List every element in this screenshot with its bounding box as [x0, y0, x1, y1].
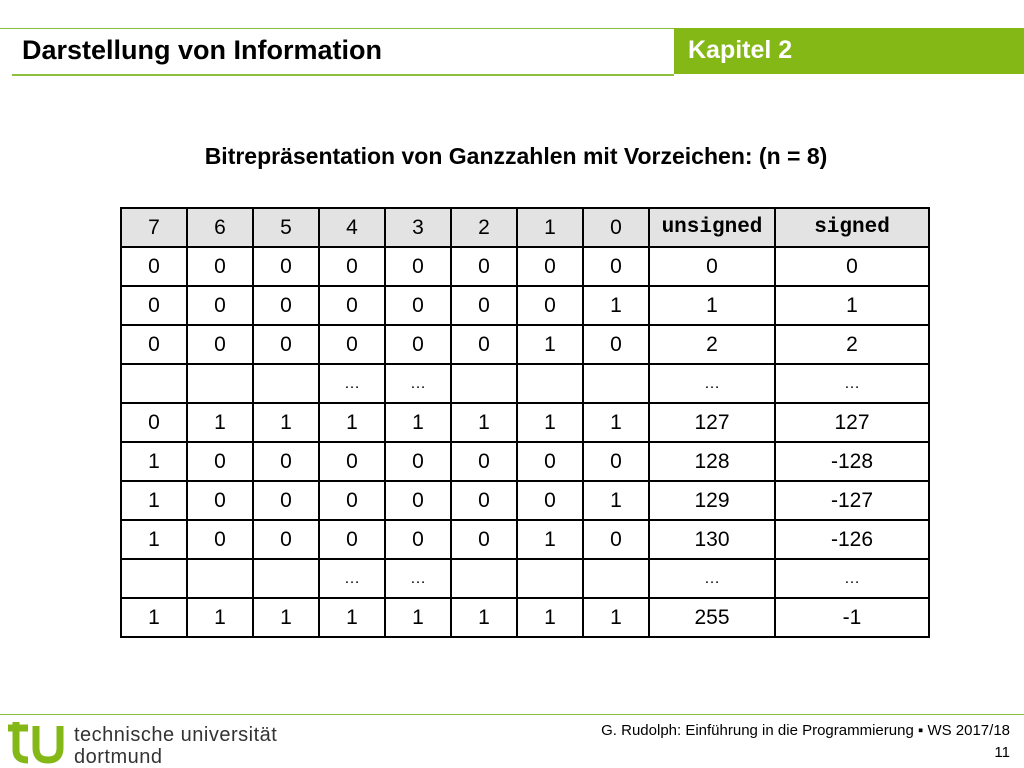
table-cell: 1 — [187, 598, 253, 637]
university-name-line2: dortmund — [74, 746, 163, 768]
table-cell: 1 — [583, 403, 649, 442]
table-cell: 1 — [583, 286, 649, 325]
table-cell: 0 — [187, 481, 253, 520]
table-cell: 128 — [649, 442, 775, 481]
table-cell: 0 — [385, 325, 451, 364]
table-cell: 0 — [187, 286, 253, 325]
table-cell: 0 — [451, 247, 517, 286]
table-cell: … — [319, 559, 385, 598]
table-cell: 0 — [319, 442, 385, 481]
table-cell: … — [649, 364, 775, 403]
table-cell: 0 — [319, 286, 385, 325]
table-cell: 1 — [253, 598, 319, 637]
table-cell: 0 — [253, 286, 319, 325]
table-cell: 0 — [517, 481, 583, 520]
table-header-cell: 0 — [583, 208, 649, 247]
table-cell: 0 — [319, 520, 385, 559]
table-cell: 0 — [583, 247, 649, 286]
table-cell: 0 — [451, 286, 517, 325]
table-cell: 0 — [517, 442, 583, 481]
table-cell: 0 — [385, 247, 451, 286]
table-cell: 0 — [253, 520, 319, 559]
table-cell: 1 — [121, 481, 187, 520]
table-cell: 1 — [517, 325, 583, 364]
slide-title: Darstellung von Information — [22, 35, 383, 65]
table-cell: 0 — [451, 442, 517, 481]
table-cell: 129 — [649, 481, 775, 520]
table-cell — [451, 364, 517, 403]
header-underline — [12, 74, 674, 76]
table-cell: 0 — [187, 325, 253, 364]
table-cell — [253, 364, 319, 403]
footer-line — [0, 714, 1024, 715]
table-header-row — [121, 208, 929, 247]
table-cell: 0 — [319, 325, 385, 364]
table-header-cell: 1 — [517, 208, 583, 247]
table-cell: 1 — [451, 403, 517, 442]
table-cell: 0 — [253, 442, 319, 481]
table-cell: 0 — [451, 520, 517, 559]
table-cell — [187, 559, 253, 598]
table-header-cell: signed — [775, 208, 929, 247]
table-cell: 0 — [253, 325, 319, 364]
table-cell: 0 — [187, 247, 253, 286]
chapter-label: Kapitel 2 — [688, 36, 793, 64]
table-cell: 0 — [385, 481, 451, 520]
table-header-cell: 3 — [385, 208, 451, 247]
table-header-cell: 4 — [319, 208, 385, 247]
table-cell: 0 — [385, 520, 451, 559]
table-row — [121, 520, 929, 559]
table-cell — [187, 364, 253, 403]
table-cell: -1 — [775, 598, 929, 637]
table-cell: 0 — [253, 481, 319, 520]
table-cell: 1 — [385, 598, 451, 637]
table-cell: 1 — [253, 403, 319, 442]
table-cell: 0 — [385, 286, 451, 325]
table-cell: 255 — [649, 598, 775, 637]
table-cell: 2 — [775, 325, 929, 364]
table-cell: 0 — [583, 442, 649, 481]
table-cell: 1 — [517, 598, 583, 637]
university-name-line1: technische universität — [74, 724, 278, 746]
table-cell: 1 — [649, 286, 775, 325]
table-cell: 1 — [319, 403, 385, 442]
table-header-cell: unsigned — [649, 208, 775, 247]
table-cell: 0 — [319, 247, 385, 286]
table-cell: 0 — [385, 442, 451, 481]
table-row — [121, 442, 929, 481]
table-cell: 2 — [649, 325, 775, 364]
table-row — [121, 403, 929, 442]
table-cell — [121, 559, 187, 598]
table-cell: 1 — [319, 598, 385, 637]
table-cell — [517, 559, 583, 598]
table-cell: 1 — [517, 403, 583, 442]
tu-logo-icon — [4, 720, 66, 764]
table-cell: … — [649, 559, 775, 598]
table-cell: 0 — [121, 286, 187, 325]
table-cell: 0 — [121, 403, 187, 442]
table-cell: 1 — [385, 403, 451, 442]
table-cell: 1 — [583, 481, 649, 520]
table-cell: 1 — [121, 598, 187, 637]
table-cell: 1 — [121, 442, 187, 481]
slide-header — [12, 31, 674, 73]
table-cell: 0 — [583, 520, 649, 559]
table-row — [121, 286, 929, 325]
table-header-cell: 5 — [253, 208, 319, 247]
page-number: 11 — [994, 744, 1010, 761]
table-cell — [253, 559, 319, 598]
table-cell: 0 — [187, 442, 253, 481]
table-cell — [517, 364, 583, 403]
table-cell: 127 — [775, 403, 929, 442]
table-cell: … — [775, 559, 929, 598]
table-row — [121, 247, 929, 286]
table-cell: 0 — [187, 520, 253, 559]
table-row — [121, 364, 929, 403]
table-row — [121, 481, 929, 520]
footer-citation: G. Rudolph: Einführung in die Programmierung ▪ WS 2017/18 — [601, 722, 1010, 739]
table-cell — [583, 559, 649, 598]
table-cell: 0 — [451, 481, 517, 520]
table-cell: … — [775, 364, 929, 403]
bit-table — [120, 207, 930, 638]
table-cell: … — [319, 364, 385, 403]
table-cell — [121, 364, 187, 403]
table-body — [121, 247, 929, 637]
table-cell: 0 — [649, 247, 775, 286]
table-cell: -126 — [775, 520, 929, 559]
table-row — [121, 559, 929, 598]
table-header-cell: 7 — [121, 208, 187, 247]
table-cell: 0 — [517, 286, 583, 325]
table-cell: 127 — [649, 403, 775, 442]
table-cell — [451, 559, 517, 598]
table-cell: 0 — [775, 247, 929, 286]
table-cell: 0 — [121, 325, 187, 364]
table-cell: 1 — [517, 520, 583, 559]
table-cell: 0 — [319, 481, 385, 520]
table-row — [121, 325, 929, 364]
table-header-cell: 2 — [451, 208, 517, 247]
table-cell: 0 — [583, 325, 649, 364]
table-cell: 1 — [451, 598, 517, 637]
table-cell: 1 — [583, 598, 649, 637]
table-header-cell: 6 — [187, 208, 253, 247]
table-cell: 0 — [121, 247, 187, 286]
chapter-badge — [674, 28, 1024, 74]
table-cell: 130 — [649, 520, 775, 559]
table-cell: 0 — [451, 325, 517, 364]
table-cell: 0 — [253, 247, 319, 286]
university-name — [74, 724, 277, 768]
table-cell: 1 — [187, 403, 253, 442]
table-cell: … — [385, 559, 451, 598]
table-cell: … — [385, 364, 451, 403]
table-row — [121, 598, 929, 637]
table-cell: 1 — [121, 520, 187, 559]
table-cell: -127 — [775, 481, 929, 520]
slide-subtitle: Bitrepräsentation von Ganzzahlen mit Vorzeichen: (n = 8) — [204, 143, 828, 169]
table-cell: -128 — [775, 442, 929, 481]
table-cell: 1 — [775, 286, 929, 325]
table-cell — [583, 364, 649, 403]
table-cell: 0 — [517, 247, 583, 286]
